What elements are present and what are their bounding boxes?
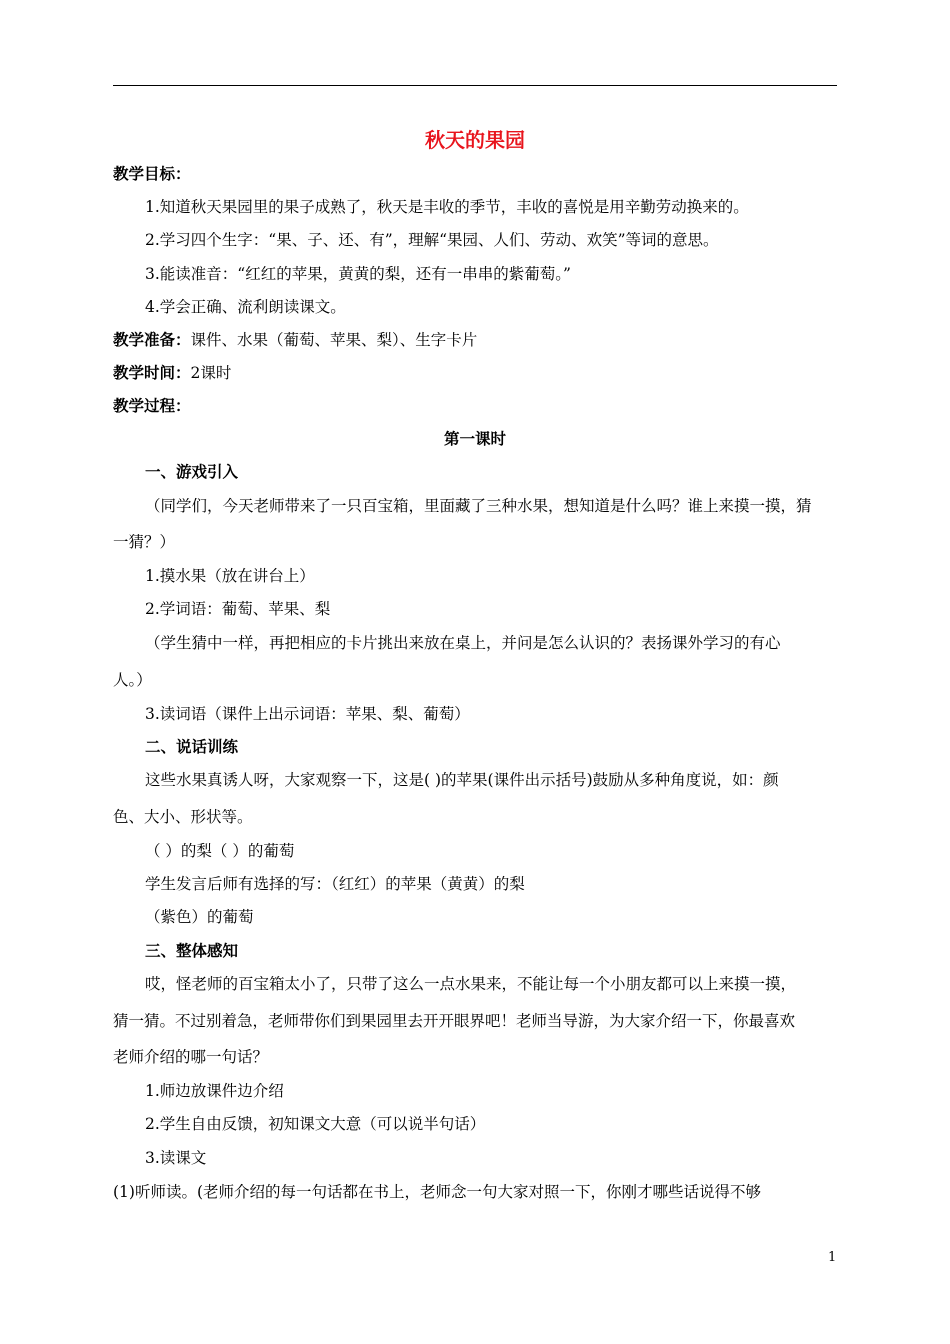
section-1-item-1: 1.摸水果（放在讲台上） bbox=[145, 567, 315, 585]
objective-1: 1.知道秋天果园里的果子成熟了，秋天是丰收的季节，丰收的喜悦是用辛勤劳动换来的。 bbox=[145, 198, 749, 216]
section-1-intro-line-2: 一猜？） bbox=[113, 533, 176, 551]
time-value: 2课时 bbox=[190, 364, 232, 382]
time-label: 教学时间： bbox=[113, 364, 191, 382]
document-title: 秋天的果园 bbox=[425, 128, 525, 152]
objectives-heading: 教学目标： bbox=[113, 165, 191, 183]
header-rule bbox=[113, 85, 837, 86]
section-3-item-3: 3.读课文 bbox=[145, 1149, 207, 1167]
section-2-paragraph-line-1: 这些水果真诱人呀，大家观察一下，这是( )的苹果(课件出示括号)鼓励从多种角度说，如：颜 bbox=[145, 771, 779, 789]
section-1-intro-line-1: （同学们，今天老师带来了一只百宝箱，里面藏了三种水果，想知道是什么吗？谁上来摸一摸，猜 bbox=[145, 497, 812, 515]
time-line bbox=[113, 362, 837, 384]
page-number: 1 bbox=[828, 1250, 837, 1265]
section-3-sub-1: (1)听师读。(老师介绍的每一句话都在书上，老师念一句大家对照一下，你刚才哪些话说得不够 bbox=[113, 1183, 762, 1201]
section-1-note-line-2: 人。） bbox=[113, 671, 152, 689]
section-2-blank-line: （ ）的梨（ ）的葡萄 bbox=[145, 842, 295, 860]
prep-value: 课件、水果（葡萄、苹果、梨）、生字卡片 bbox=[190, 331, 478, 349]
section-3-paragraph-line-2: 猜一猜。不过别着急，老师带你们到果园里去开开眼界吧！老师当导游，为大家介绍一下，你最喜欢 bbox=[113, 1012, 796, 1030]
lesson-heading: 第一课时 bbox=[443, 430, 506, 448]
section-1-item-3: 3.读词语（课件上出示词语：苹果、梨、葡萄） bbox=[145, 705, 470, 723]
section-2-purple-line: （紫色）的葡萄 bbox=[145, 908, 254, 926]
section-2-paragraph-line-2: 色、大小、形状等。 bbox=[113, 808, 253, 826]
objective-3: 3.能读准音：“红红的苹果，黄黄的梨，还有一串串的紫葡萄。” bbox=[145, 265, 571, 283]
objective-2: 2.学习四个生字：“果、子、还、有”，理解“果园、人们、劳动、欢笑”等词的意思。 bbox=[145, 231, 719, 249]
process-heading: 教学过程： bbox=[113, 397, 191, 415]
section-3-paragraph-line-3: 老师介绍的哪一句话？ bbox=[113, 1048, 269, 1066]
prep-label: 教学准备： bbox=[113, 331, 191, 349]
objective-4: 4.学会正确、流利朗读课文。 bbox=[145, 298, 346, 316]
prep-line bbox=[113, 329, 837, 351]
section-3-item-1: 1.师边放课件边介绍 bbox=[145, 1082, 284, 1100]
section-3-paragraph-line-1: 哎，怪老师的百宝箱太小了，只带了这么一点水果来，不能让每一个小朋友都可以上来摸一摸， bbox=[145, 975, 797, 993]
section-1-item-2: 2.学词语：葡萄、苹果、梨 bbox=[145, 600, 331, 618]
section-1-note-line-1: （学生猜中一样，再把相应的卡片挑出来放在桌上，并问是怎么认识的？表扬课外学习的有心 bbox=[145, 634, 781, 652]
section-3-item-2: 2.学生自由反馈，初知课文大意（可以说半句话） bbox=[145, 1115, 486, 1133]
section-2-heading: 二、说话训练 bbox=[145, 738, 239, 756]
section-3-heading: 三、整体感知 bbox=[145, 942, 239, 960]
section-1-heading: 一、游戏引入 bbox=[145, 463, 239, 481]
section-2-write-line: 学生发言后师有选择的写：（红红）的苹果（黄黄）的梨 bbox=[145, 875, 525, 893]
